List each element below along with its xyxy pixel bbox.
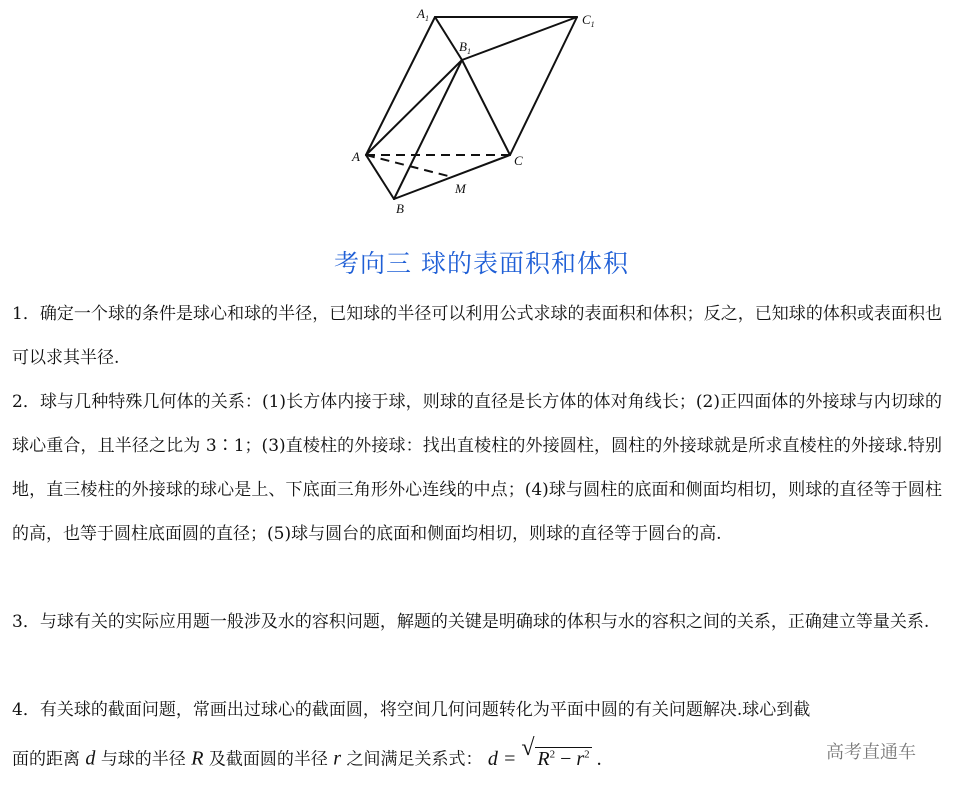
watermark: 高考直通车 <box>826 742 916 763</box>
sphere-section-formula: d = √ $R^2 - r^2$ . <box>488 748 602 770</box>
label-C1: $C_1$ <box>582 12 595 29</box>
var-R: R <box>191 747 204 770</box>
edge-B1C <box>462 60 510 155</box>
edge-AB <box>366 155 394 199</box>
paragraph-1: 1．确定一个球的条件是球心和球的半径，已知球的半径可以利用公式求球的表面积和体积；反之，已知球的体积或表面积也可以求其半径. <box>12 304 942 368</box>
prism-figure <box>0 0 963 230</box>
edge-AB1 <box>366 60 462 155</box>
label-A: A <box>352 149 360 164</box>
paragraph-4 <box>12 688 942 782</box>
edge-A1B1 <box>435 17 462 60</box>
label-A1: $A_1$ <box>417 6 429 23</box>
section-heading: 考向三 球的表面积和体积 <box>334 249 629 278</box>
edge-BB1 <box>394 60 462 199</box>
var-r: r <box>333 747 342 770</box>
paragraph-4-line-2: 面的距离 d 与球的半径 R 及截面圆的半径 r 之间满足关系式： d = √ $R^2 - r^2$ . <box>12 732 942 782</box>
paragraph-3: 3．与球有关的实际应用题一般涉及水的容积问题，解题的关键是明确球的体积与水的容积之间的关系，正确建立等量关系. <box>12 612 930 632</box>
sqrt-expression: √ $R^2 - r^2$ <box>521 735 590 770</box>
label-C: C <box>514 153 523 168</box>
label-M: M <box>455 181 466 196</box>
label-B1: $B_1$ <box>459 39 471 56</box>
var-d: d <box>85 747 96 770</box>
paragraph-2: 2．球与几种特殊几何体的关系：(1)长方体内接于球，则球的直径是长方体的体对角线长；(2)正四面体的外接球与内切球的球心重合，且半径之比为 3∶1；(3)直棱柱的外接球：找出直棱柱的外接圆柱，圆柱的外接球就是所求直棱柱的外接球.特别地，直三棱柱的外接球的球心是上、下底面三角形外心连线的中点；(4)球与圆柱的底面和侧面均相切，则球的直径等于圆柱的高，也等于圆柱底面圆的直径；(5)球与圆台的底面和侧面均相切，则球的直径等于圆台的高. <box>12 392 942 544</box>
paragraph-4-line-1: 4．有关球的截面问题，常画出过球心的截面圆，将空间几何问题转化为平面中圆的有关问题解决.球心到截 <box>12 700 811 720</box>
label-B: B <box>396 201 404 216</box>
